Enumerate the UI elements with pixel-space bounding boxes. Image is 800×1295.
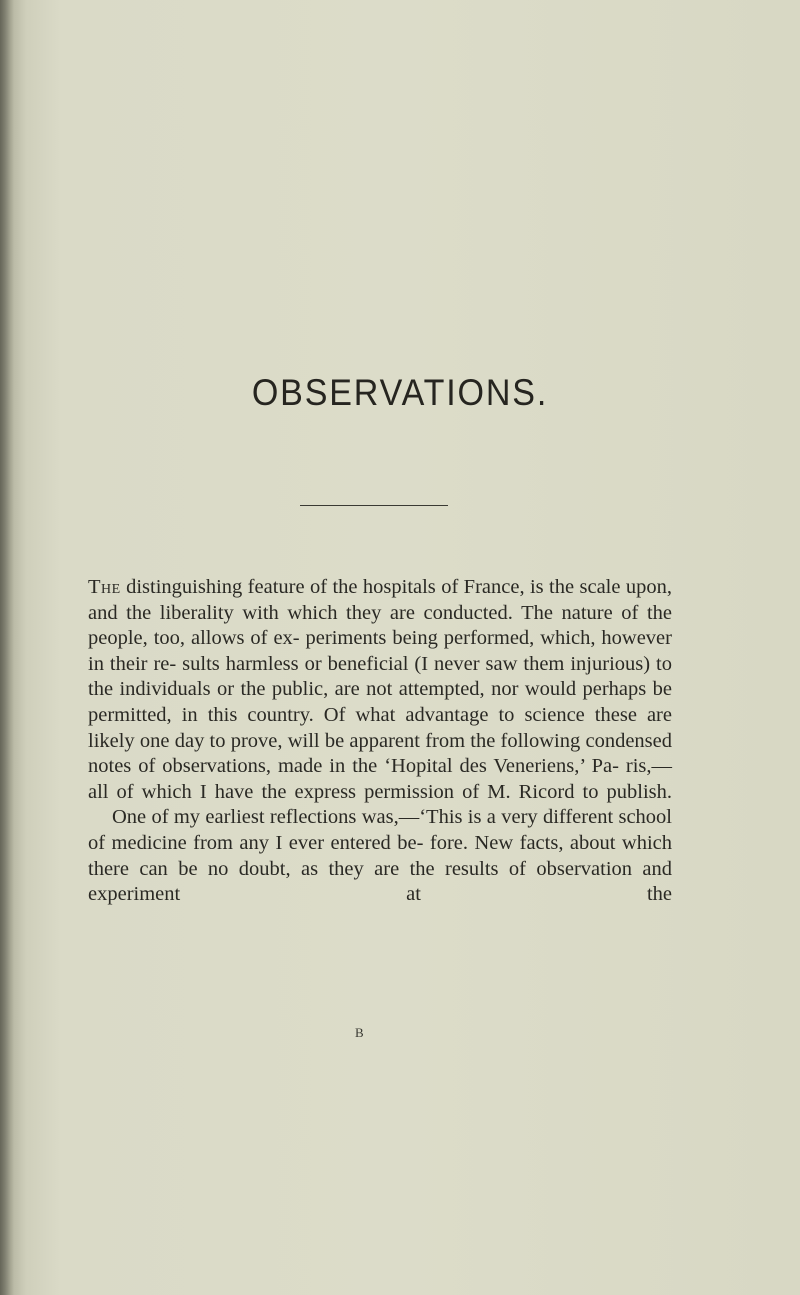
paragraph-1: [88, 575, 672, 805]
paragraph-2: [88, 805, 672, 907]
body-text: [88, 575, 672, 908]
paragraph-1-text: distinguishing feature of the hospitals of France, is the scale upon, and the liberality with which they are conducted. The nature of the people, too, allows of ex- periments being performed, which, however in their re- sults harmless or beneficial (I never saw them injurious) to the individuals or the public, are not attempted, nor would perhaps be permitted, in this country. Of what advantage to science these are likely one day to prove, will be apparent from the following condensed notes of observations, made in the ‘Hopital des Veneriens,’ Pa- ris,—all of which I have the express permission of M. Ricord to publish.: [88, 576, 672, 803]
paragraph-2-text: One of my earliest reflections was,—‘This is a very different school of medicine from any I ever entered be- fore. New facts, about which there can be no doubt, as they are the results of observation and experiment at the: [88, 806, 672, 906]
signature-mark: B: [355, 1025, 364, 1040]
paragraph-1-lead: The: [88, 576, 121, 598]
binding-shadow: [0, 0, 14, 1295]
chapter-heading: OBSERVATIONS.: [251, 372, 549, 413]
heading-rule: [300, 505, 448, 506]
